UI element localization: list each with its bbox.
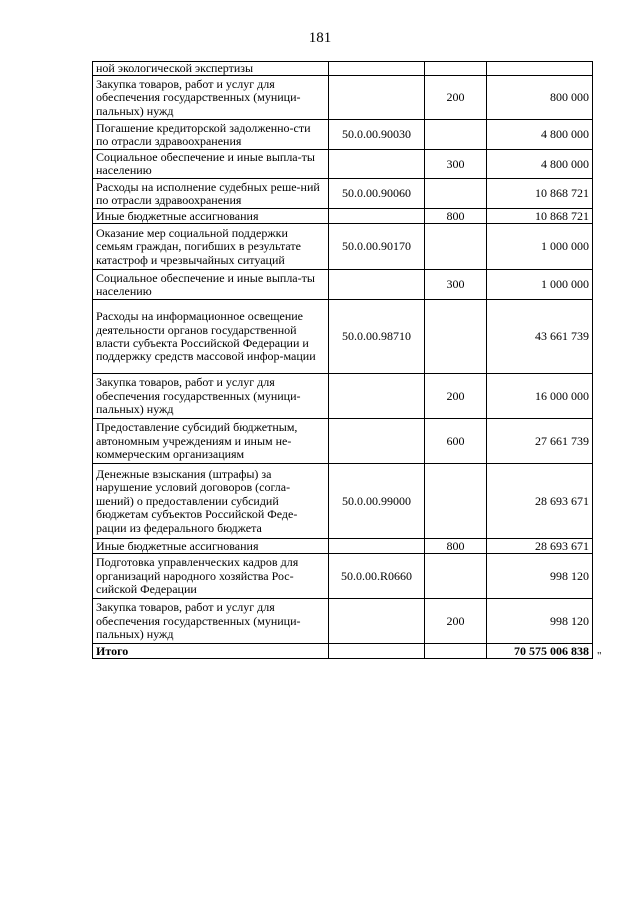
- table-row: [93, 300, 593, 374]
- row-code: [329, 62, 425, 76]
- row-sum: 27 661 739: [487, 419, 593, 464]
- table-row: [93, 120, 593, 150]
- row-name: Подготовка управленческих кадров для организаций народного хозяйства Рос-сийской Федерации: [93, 554, 329, 599]
- row-type: 800: [425, 209, 487, 224]
- row-code: [329, 374, 425, 419]
- page-number: 181: [308, 30, 332, 46]
- row-name: Расходы на исполнение судебных реше-ний по отрасли здравоохранения: [93, 179, 329, 209]
- row-type: 800: [425, 539, 487, 554]
- table-row: [93, 270, 593, 300]
- row-code: 50.0.00.R0660: [329, 554, 425, 599]
- table-row: [93, 76, 593, 120]
- table-row: [93, 419, 593, 464]
- table-row: [93, 224, 593, 270]
- row-name: Предоставление субсидий бюджетным, автономным учреждениям и иным не-коммерческим организациям: [93, 419, 329, 464]
- row-sum: [487, 62, 593, 76]
- row-name: ной экологической экспертизы: [93, 62, 329, 76]
- row-name: Закупка товаров, работ и услуг для обеспечения государственных (муници-пальных) нужд: [93, 599, 329, 644]
- row-sum: 10 868 721: [487, 179, 593, 209]
- row-type: 200: [425, 374, 487, 419]
- row-type: [425, 179, 487, 209]
- row-sum: 43 661 739: [487, 300, 593, 374]
- row-sum: 10 868 721: [487, 209, 593, 224]
- row-type: [425, 464, 487, 539]
- row-type: 200: [425, 599, 487, 644]
- row-type: [425, 300, 487, 374]
- row-code: [329, 150, 425, 179]
- row-code: [329, 599, 425, 644]
- table-row: [93, 150, 593, 179]
- row-sum: 1 000 000: [487, 270, 593, 300]
- total-code: [329, 644, 425, 659]
- table-row: [93, 209, 593, 224]
- row-sum: 28 693 671: [487, 464, 593, 539]
- row-sum: 998 120: [487, 599, 593, 644]
- row-type: [425, 554, 487, 599]
- row-code: [329, 539, 425, 554]
- row-sum: 998 120: [487, 554, 593, 599]
- table-row: [93, 179, 593, 209]
- row-name: Социальное обеспечение и иные выпла-ты населению: [93, 270, 329, 300]
- row-type: 300: [425, 270, 487, 300]
- row-sum: 16 000 000: [487, 374, 593, 419]
- budget-table: [92, 61, 593, 659]
- table-row: [93, 539, 593, 554]
- row-type: 200: [425, 76, 487, 120]
- row-sum: 4 800 000: [487, 120, 593, 150]
- row-type: [425, 120, 487, 150]
- row-sum: 800 000: [487, 76, 593, 120]
- row-name: Иные бюджетные ассигнования: [93, 539, 329, 554]
- row-code: 50.0.00.98710: [329, 300, 425, 374]
- table-row: [93, 599, 593, 644]
- table-row: [93, 554, 593, 599]
- row-name: Расходы на информационное освещение деятельности органов государственной власти субъекта Российской Федерации и поддержку средств массовой инфор-мации: [93, 300, 329, 374]
- total-row: [93, 644, 593, 659]
- row-code: [329, 419, 425, 464]
- row-name: Социальное обеспечение и иные выпла-ты населению: [93, 150, 329, 179]
- row-type: 300: [425, 150, 487, 179]
- row-name: Закупка товаров, работ и услуг для обеспечения государственных (муници-пальных) нужд: [93, 374, 329, 419]
- total-type: [425, 644, 487, 659]
- row-code: [329, 270, 425, 300]
- row-type: [425, 224, 487, 270]
- total-sum: 70 575 006 838: [487, 644, 593, 659]
- row-code: [329, 209, 425, 224]
- row-sum: 4 800 000: [487, 150, 593, 179]
- total-label: Итого: [93, 644, 329, 659]
- row-name: Денежные взыскания (штрафы) за нарушение условий договоров (согла-шений) о предоставлении субсидий бюджетам субъектов Российской Феде-рации из федерального бюджета: [93, 464, 329, 539]
- row-name: Иные бюджетные ассигнования: [93, 209, 329, 224]
- row-code: 50.0.00.90060: [329, 179, 425, 209]
- closing-quote: ": [597, 650, 602, 662]
- row-name: Оказание мер социальной поддержки семьям граждан, погибших в результате катастроф и чрезвычайных ситуаций: [93, 224, 329, 270]
- row-code: 50.0.00.99000: [329, 464, 425, 539]
- row-type: [425, 62, 487, 76]
- row-type: 600: [425, 419, 487, 464]
- row-sum: 28 693 671: [487, 539, 593, 554]
- table-row: [93, 374, 593, 419]
- table-row: [93, 62, 593, 76]
- row-code: 50.0.00.90170: [329, 224, 425, 270]
- row-sum: 1 000 000: [487, 224, 593, 270]
- row-name: Закупка товаров, работ и услуг для обеспечения государственных (муници-пальных) нужд: [93, 76, 329, 120]
- row-code: 50.0.00.90030: [329, 120, 425, 150]
- row-code: [329, 76, 425, 120]
- table-row: [93, 464, 593, 539]
- row-name: Погашение кредиторской задолженно-сти по отрасли здравоохранения: [93, 120, 329, 150]
